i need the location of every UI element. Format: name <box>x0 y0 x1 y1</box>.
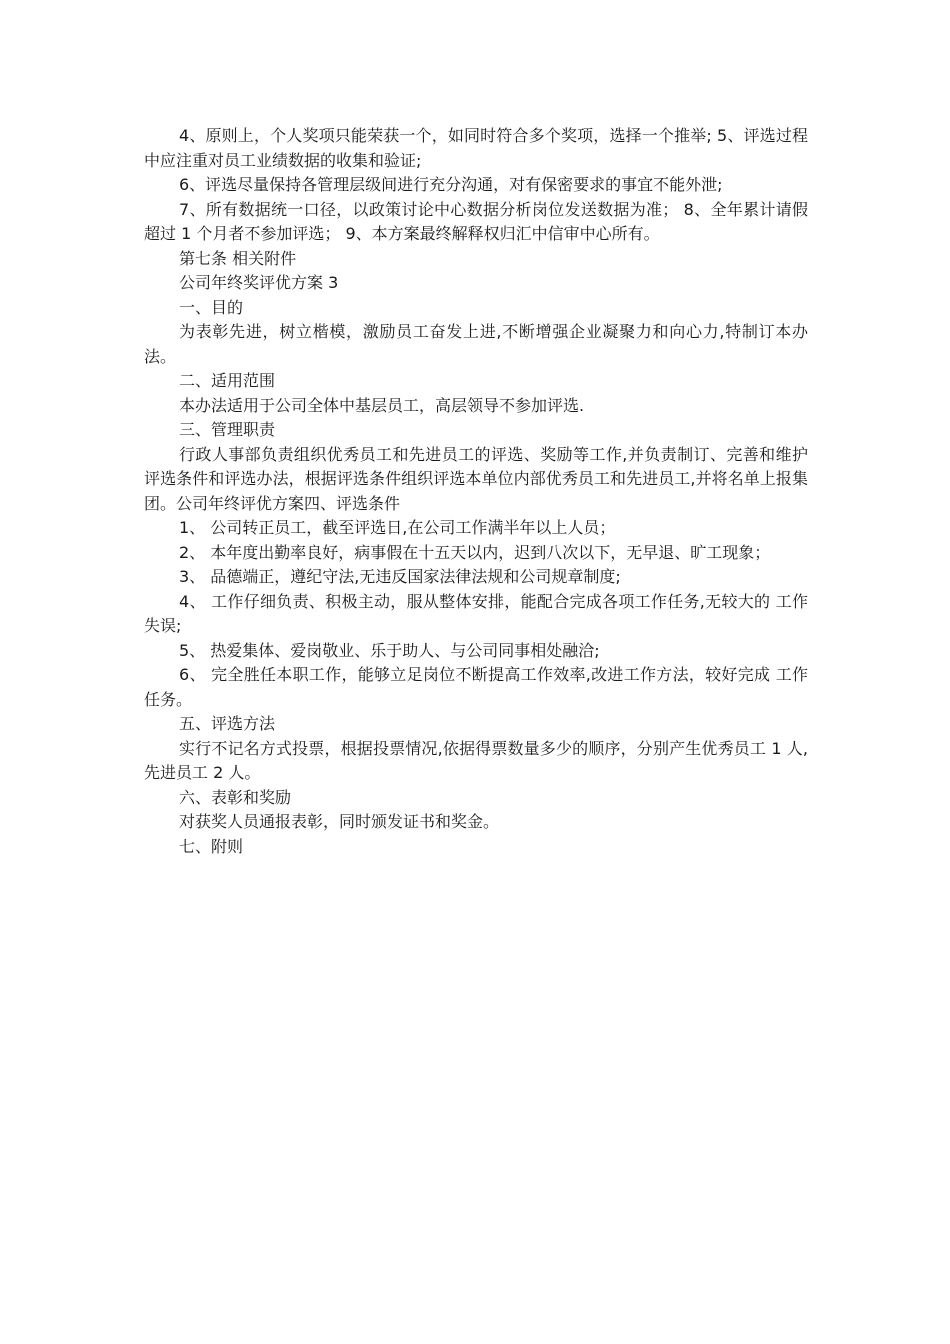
paragraph-scope: 本办法适用于公司全体中基层员工，高层领导不参加评选. <box>179 395 585 415</box>
paragraph-purpose: 为表彰先进，树立楷模，激励员工奋发上进,不断增强企业凝聚力和向心力,特制订本办法。 <box>144 322 808 366</box>
section-heading-scope: 二、适用范围 <box>179 371 276 390</box>
list-item-criterion-2: 2、 本年度出勤率良好，病事假在十五天以内，迟到八次以下，无早退、旷工现象； <box>179 542 771 562</box>
list-item-criterion-5: 5、 热爱集体、爱岗敬业、乐于助人、与公司同事相处融洽; <box>179 640 600 660</box>
paragraph-method: 实行不记名方式投票，根据投票情况,依据得票数量多少的顺序，分别产生优秀员工 1 人,先进员工 2 人。 <box>144 738 808 782</box>
section-heading-attachments: 第七条 相关附件 <box>179 248 297 268</box>
paragraph-communication: 6、评选尽量保持各管理层级间进行充分沟通，对有保密要求的事宜不能外泄; <box>179 175 723 194</box>
section-heading-method: 五、评选方法 <box>179 714 276 733</box>
list-item-criterion-3: 3、 品德端正，遵纪守法,无违反国家法律法规和公司规章制度; <box>179 567 621 586</box>
paragraph-award-limit: 4、原则上，个人奖项只能荣获一个，如同时符合多个奖项，选择一个推举; 5、评选过程中应注重对员工业绩数据的收集和验证; <box>144 126 808 170</box>
paragraph-data-rules: 7、所有数据统一口径，以政策讨论中心数据分析岗位发送数据为准； 8、全年累计请假超过 1 个月者不参加评选； 9、本方案最终解释权归汇中信审中心所有。 <box>144 199 808 243</box>
document-page <box>144 124 808 859</box>
document-title-plan-3: 公司年终奖评优方案 3 <box>179 273 339 292</box>
paragraph-responsibilities: 行政人事部负责组织优秀员工和先进员工的评选、奖励等工作,并负责制订、完善和维护评选条件和评选办法，根据评选条件组织评选本单位内部优秀员工和先进员工,并将名单上报集团。公司年终评优方案四、评选条件 <box>144 444 808 513</box>
list-item-criterion-1: 1、 公司转正员工，截至评选日,在公司工作满半年以上人员； <box>179 518 616 537</box>
paragraph-rewards: 对获奖人员通报表彰，同时颁发证书和奖金。 <box>179 812 500 831</box>
list-item-criterion-6: 6、 完全胜任本职工作，能够立足岗位不断提高工作效率,改进工作方法，较好完成 工作任务。 <box>144 665 808 709</box>
section-heading-supplementary: 七、附则 <box>179 836 244 856</box>
list-item-criterion-4: 4、 工作仔细负责、积极主动，服从整体安排，能配合完成各项工作任务,无较大的 工作失误; <box>144 591 808 635</box>
section-heading-rewards: 六、表彰和奖励 <box>179 787 292 807</box>
section-heading-responsibilities: 三、管理职责 <box>179 420 276 439</box>
section-heading-purpose: 一、目的 <box>179 297 244 317</box>
